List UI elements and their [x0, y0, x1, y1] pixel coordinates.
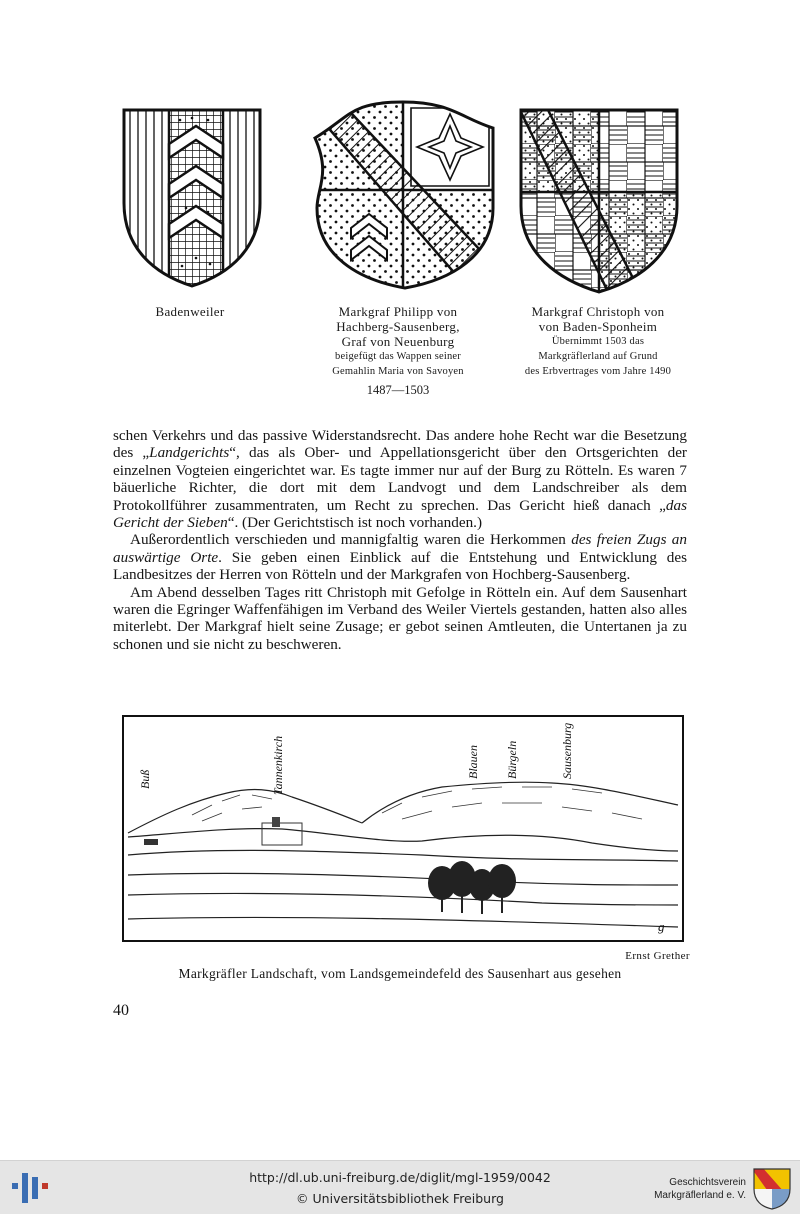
- caption-line: Markgraf Christoph von: [531, 304, 665, 319]
- caption-note: des Erbvertrages vom Jahre 1490: [524, 366, 672, 377]
- figure-caption: Markgräfler Landschaft, vom Landsgemeindefeld des Sausenhart aus gesehen: [178, 966, 622, 981]
- caption-line: von Baden-Sponheim: [538, 319, 658, 334]
- landscape-illustration: [122, 715, 684, 942]
- caption-note: Übernimmt 1503 das: [551, 336, 645, 347]
- caption-line: Badenweiler: [155, 304, 225, 319]
- society-line: Markgräflerland e. V.: [654, 1190, 746, 1201]
- crest-christoph-sponheim: [519, 108, 679, 294]
- caption-note: Markgräflerland auf Grund: [538, 351, 658, 362]
- artist-signature: g: [658, 919, 665, 934]
- label-sausenburg: Sausenburg: [560, 722, 574, 779]
- page-number: 40: [113, 1002, 129, 1019]
- artist-credit: Ernst Grether: [625, 950, 690, 962]
- label-buss: Buß: [138, 769, 152, 789]
- crest-caption-philipp: [298, 304, 498, 398]
- label-tannenkirch: Tannenkirch: [271, 735, 285, 795]
- footer-bar: [0, 1160, 800, 1214]
- crest-philipp-savoyen: [311, 98, 497, 292]
- label-blauen: Blauen: [466, 745, 480, 779]
- caption-line: Markgraf Philipp von: [338, 304, 458, 319]
- caption-note: beigefügt das Wappen seiner: [335, 351, 461, 362]
- caption-line: Graf von Neuenburg: [341, 334, 455, 349]
- ub-freiburg-logo-icon: [10, 1171, 50, 1205]
- crest-caption-christoph: [500, 304, 696, 379]
- society-line: Geschichtsverein: [669, 1177, 746, 1188]
- crest-badenweiler: [122, 108, 262, 288]
- copyright-text: © Universitätsbibliothek Freiburg: [296, 1191, 504, 1206]
- paragraph: Außerordentlich verschieden und mannigfaltig waren die Herkommen des freien Zugs an auswärtige Orte. Sie geben einen Einblick auf die Entstehung und Entwicklung des Landbesitzes der Herren von Rötteln und der Markgrafen von Hochberg-Sausenberg.: [113, 531, 687, 584]
- caption-note: Gemahlin Maria von Savoyen: [332, 366, 464, 377]
- caption-years: 1487—1503: [366, 383, 430, 397]
- body-text: [113, 427, 687, 653]
- paragraph: schen Verkehrs und das passive Widerstandsrecht. Das andere hohe Recht war die Besetzung des „Landgerichts“, das als Ober- und Appellationsgericht über den Ortsgerichten der einzelnen Vogteien eingerichtet war. Es tagte immer nur auf der Burg zu Rötteln. Es waren 7 bäuerliche Richter, die dort mit dem Landvogt und dem Landschreiber als dem Protokollführer zusammentraten, um Recht zu sprechen. Das Gericht hieß danach „das Gericht der Sieben“. (Der Gerichtstisch ist noch vorhanden.): [113, 427, 687, 532]
- paragraph: Am Abend desselben Tages ritt Christoph mit Gefolge in Rötteln ein. Auf dem Sausenhart waren die Egringer Waffenfähigen im Verband des Weiler Viertels gestanden, hatten also alles miterlebt. Der Markgraf hielt seine Zusage; er gebot seinen Amtleuten, die Untertanen ja zu schonen und sie nicht zu beschweren.: [113, 583, 687, 653]
- society-name: [626, 1176, 746, 1202]
- crest-caption-badenweiler: [130, 304, 250, 319]
- label-buergeln: Bürgeln: [505, 740, 519, 779]
- source-url-link[interactable]: http://dl.ub.uni-freiburg.de/diglit/mgl-1959/0042: [249, 1170, 551, 1185]
- caption-line: Hachberg-Sausenberg,: [336, 319, 460, 334]
- society-crest-icon: [752, 1167, 792, 1211]
